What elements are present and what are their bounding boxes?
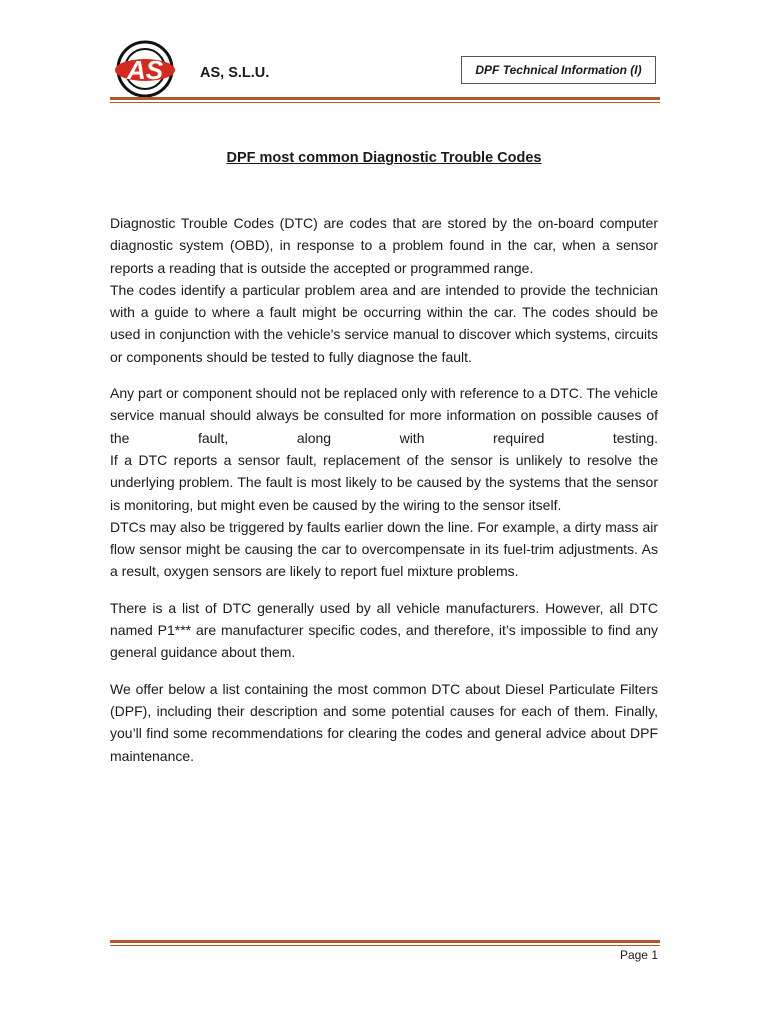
document-title: DPF most common Diagnostic Trouble Codes (226, 150, 542, 166)
document-header (110, 40, 660, 100)
paragraph: There is a list of DTC generally used by all vehicle manufacturers. However, all DTC named P1*** are manufacturer specific codes, and therefore, it’s impossible to find any general guidance about them. (110, 599, 658, 661)
paragraph: Any part or component should not be replaced only with reference to a DTC. The vehicle service manual should always be consulted for more information on possible causes of the fault, along with required testing. (110, 385, 658, 446)
paragraph: DTCs may also be triggered by faults earlier down the line. For example, a dirty mass air flow sensor might be causing the car to overcompensate in its fuel-trim adjustments. As a result, oxygen sensors are likely to report fuel mixture problems. (110, 518, 658, 580)
paragraph: The codes identify a particular problem area and are intended to provide the technician with a guide to where a fault might be occurring within the car. The codes should be used in conjunction with the vehicle's service manual to discover which systems, circuits or components should be tested to fully diagnose the fault. (110, 281, 658, 365)
company-logo (110, 40, 180, 98)
logo-text: AS (126, 55, 164, 85)
document-body (110, 212, 658, 767)
document-label-box: DPF Technical Information (I) (461, 56, 656, 84)
page-number: Page 1 (619, 948, 658, 962)
header-rule (110, 97, 660, 103)
footer-rule (110, 940, 660, 946)
paragraph: If a DTC reports a sensor fault, replacement of the sensor is unlikely to resolve the underlying problem. The fault is most likely to be caused by the systems that the sensor is monitoring, but might even be caused by the wiring to the sensor itself. (110, 451, 658, 513)
paragraph: Diagnostic Trouble Codes (DTC) are codes that are stored by the on-board computer diagnostic system (OBD), in response to a problem found in the car, when a sensor reports a reading that is outside the accepted or programmed range. (110, 215, 658, 276)
company-name: AS, S.L.U. (200, 65, 270, 81)
paragraph: We offer below a list containing the most common DTC about Diesel Particulate Filters (DPF), including their description and some potential causes for each of them. Finally, you’ll find some recommendations for clearing the codes and general advice about DPF maintenance. (110, 680, 658, 764)
